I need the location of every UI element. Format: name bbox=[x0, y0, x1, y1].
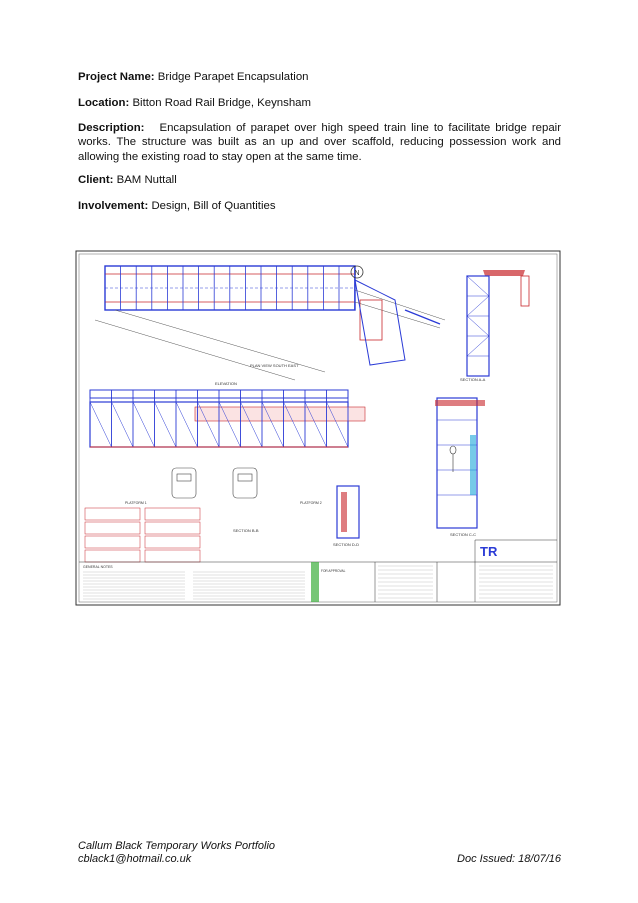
involvement-label: Involvement: bbox=[78, 200, 149, 212]
description-value: Encapsulation of parapet over high speed train line to facilitate bridge repair works. The structure was built as an up and over scaffold, reducing possession work and allowing the existing road to stay open at the same time. bbox=[78, 122, 561, 163]
general-notes-label: GENERAL NOTES bbox=[83, 565, 113, 569]
section-dd-label: SECTION D-D bbox=[333, 542, 359, 547]
location-line bbox=[78, 96, 311, 110]
involvement-line bbox=[78, 199, 276, 213]
platform-2-label: PLATFORM 2 bbox=[300, 501, 322, 505]
company-logo: TR bbox=[480, 544, 498, 559]
section-aa-label: SECTION A-A bbox=[460, 377, 486, 382]
footer-email: cblack1@hotmail.co.uk bbox=[78, 853, 192, 865]
elevation-title: ELEVATION bbox=[215, 381, 237, 386]
description-paragraph bbox=[78, 121, 561, 164]
client-label: Client: bbox=[78, 174, 114, 186]
svg-text:N: N bbox=[354, 270, 360, 277]
location-label: Location: bbox=[78, 97, 130, 109]
project-name-line bbox=[78, 70, 309, 84]
client-line bbox=[78, 173, 177, 187]
involvement-value: Design, Bill of Quantities bbox=[151, 200, 276, 212]
description-label: Description: bbox=[78, 122, 145, 134]
client-value: BAM Nuttall bbox=[116, 174, 177, 186]
approval-stamp: FOR APPROVAL bbox=[321, 569, 346, 573]
section-bb-label: SECTION B-B bbox=[233, 528, 259, 533]
platform-1-label: PLATFORM 1 bbox=[125, 501, 147, 505]
footer-doc-issued: Doc Issued: 18/07/16 bbox=[457, 853, 561, 865]
footer-portfolio: Callum Black Temporary Works Portfolio bbox=[78, 840, 276, 852]
section-cc-label: SECTION C-C bbox=[450, 532, 476, 537]
project-name-value: Bridge Parapet Encapsulation bbox=[157, 71, 309, 83]
location-value: Bitton Road Rail Bridge, Keynsham bbox=[132, 97, 311, 109]
engineering-drawing bbox=[75, 250, 561, 606]
project-name-label: Project Name: bbox=[78, 71, 155, 83]
plan-title: PLAN VIEW SOUTH EAST bbox=[250, 363, 299, 368]
